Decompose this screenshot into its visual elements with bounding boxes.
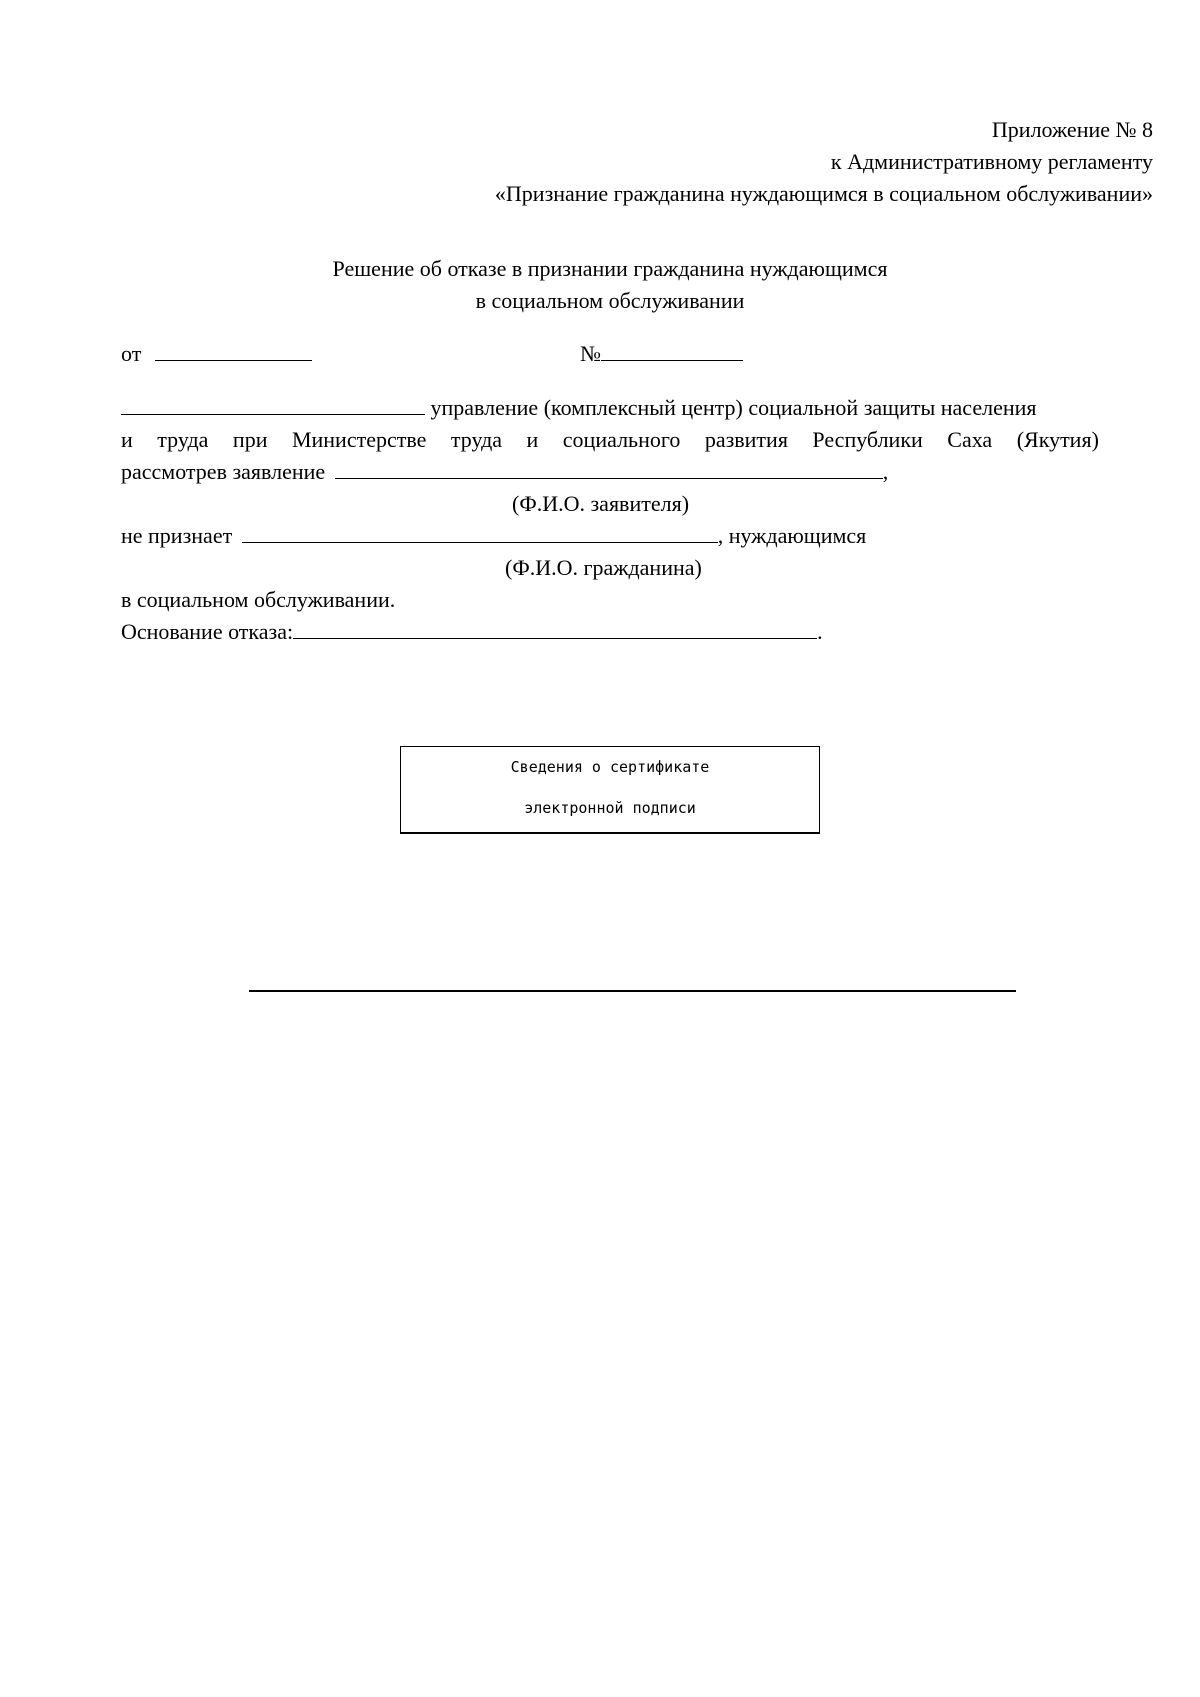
- reason-label: Основание отказа:: [121, 619, 294, 644]
- body-line-1: [121, 392, 1037, 424]
- document-title-line1: Решение об отказе в признании гражданина нуждающимся: [332, 256, 888, 281]
- not-recognize-label: не признает: [121, 523, 233, 548]
- date-label: от: [121, 341, 142, 366]
- applicant-caption: (Ф.И.О. заявителя): [512, 491, 690, 516]
- word-9: Республики: [812, 427, 923, 452]
- body-line-3: [121, 456, 888, 488]
- reason-row: [121, 616, 823, 648]
- citizen-caption: (Ф.И.О. гражданина): [505, 555, 702, 580]
- body-line-4: [121, 520, 866, 552]
- word-2: труда: [157, 427, 209, 452]
- reason-field[interactable]: [293, 616, 817, 639]
- signature-box-line1: Сведения о сертификате: [510, 758, 710, 776]
- number-label: №: [580, 341, 601, 366]
- word-6: и: [526, 427, 539, 452]
- date-row: [121, 338, 312, 370]
- citizen-name-field[interactable]: [242, 520, 718, 543]
- reason-suffix: .: [817, 619, 823, 644]
- word-5: труда: [450, 427, 503, 452]
- signature-box-line2: электронной подписи: [524, 799, 696, 817]
- number-row: [580, 338, 743, 370]
- appendix-regulation: к Административному регламенту: [830, 149, 1153, 174]
- applicant-name-field[interactable]: [335, 456, 883, 479]
- department-name-field[interactable]: [121, 392, 425, 415]
- document-title-line2: в социальном обслуживании: [475, 288, 745, 313]
- appendix-regulation-name: «Признание гражданина нуждающимся в социальном обслуживании»: [494, 181, 1153, 206]
- body-line-2: [121, 424, 1099, 456]
- body-line-5: в социальном обслуживании.: [121, 587, 396, 612]
- word-11: (Якутия): [1016, 427, 1099, 452]
- word-4: Министерстве: [291, 427, 427, 452]
- appendix-number: Приложение № 8: [991, 117, 1153, 142]
- word-8: развития: [704, 427, 788, 452]
- application-label: рассмотрев заявление: [121, 459, 326, 484]
- word-7: социального: [562, 427, 681, 452]
- word-3: при: [232, 427, 268, 452]
- word-10: Саха: [947, 427, 993, 452]
- signature-certificate-box: [400, 746, 820, 834]
- application-suffix: ,: [882, 459, 889, 484]
- number-field[interactable]: [601, 338, 743, 361]
- word-1: и: [121, 427, 133, 452]
- needing-suffix: , нуждающимся: [717, 523, 867, 548]
- date-field[interactable]: [155, 338, 312, 361]
- department-text: управление (комплексный центр) социальной защиты населения: [430, 395, 1037, 420]
- signature-rule-line: [249, 990, 1016, 992]
